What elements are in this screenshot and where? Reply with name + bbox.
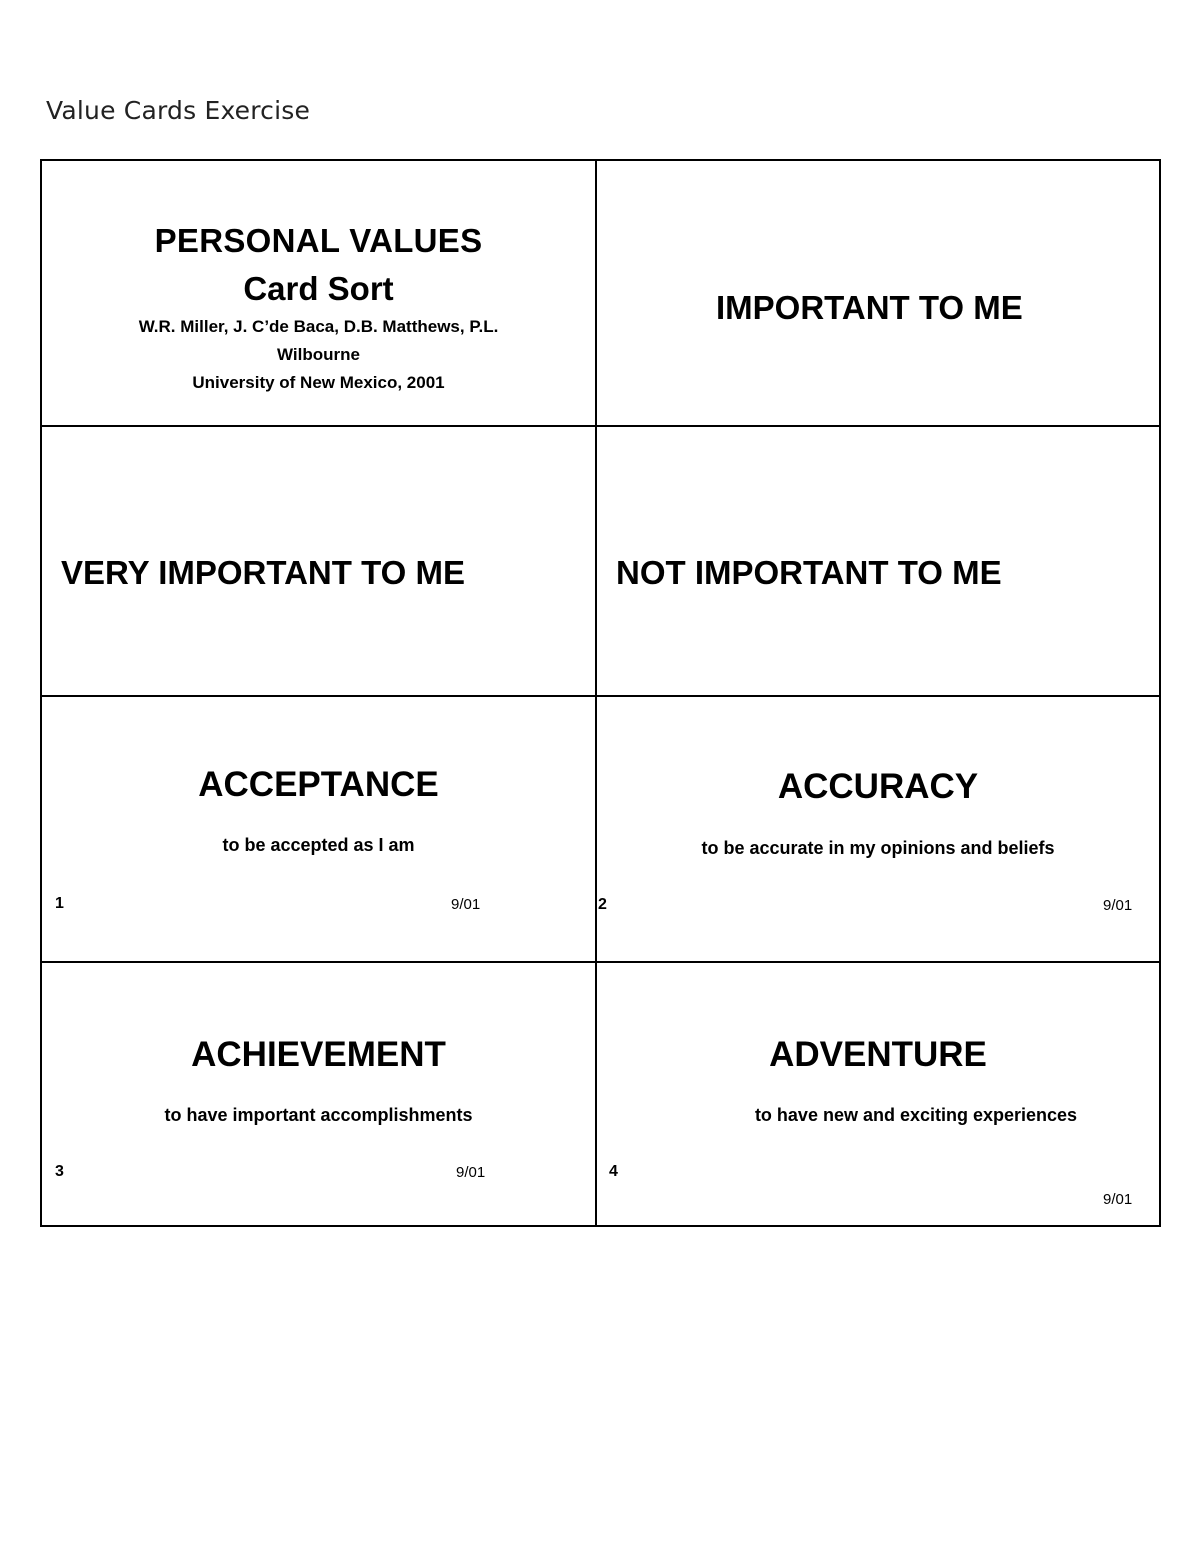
value-card-description: to have important accomplishments — [164, 1105, 473, 1125]
value-card-1 — [42, 697, 597, 963]
value-card-number: 1 — [55, 895, 64, 912]
title-card-subheading: Card Sort — [243, 270, 394, 307]
value-card-number: 3 — [55, 1163, 64, 1180]
value-card-2 — [597, 697, 1159, 963]
value-card-4 — [597, 963, 1159, 1225]
value-card-description: to be accurate in my opinions and beliefs — [701, 838, 1055, 858]
category-label-important: IMPORTANT TO ME — [716, 289, 1023, 326]
value-card-name: ACHIEVEMENT — [191, 1035, 446, 1074]
value-card-3 — [42, 963, 597, 1225]
category-card-important — [597, 161, 1159, 427]
category-label-not-important: NOT IMPORTANT TO ME — [616, 554, 1002, 591]
title-card-content — [42, 219, 595, 397]
value-card-name: ADVENTURE — [769, 1035, 987, 1074]
category-card-not-important — [597, 427, 1159, 697]
value-card-date: 9/01 — [1103, 897, 1133, 914]
value-card-name: ACCURACY — [777, 767, 979, 806]
category-label-very-important: VERY IMPORTANT TO ME — [61, 554, 465, 591]
title-card-heading: PERSONAL VALUES — [154, 222, 483, 259]
card-grid — [40, 159, 1161, 1227]
title-card-authors: W.R. Miller, J. C’de Baca, D.B. Matthews, P.L. Wilbourne — [138, 317, 499, 364]
document-title: Value Cards Exercise — [46, 96, 311, 125]
title-card-affiliation: University of New Mexico, 2001 — [192, 373, 445, 392]
category-card-very-important — [42, 427, 597, 697]
value-card-date: 9/01 — [1103, 1191, 1133, 1208]
value-card-number: 2 — [598, 896, 607, 913]
value-card-number: 4 — [609, 1163, 618, 1180]
value-card-description: to have new and exciting experiences — [754, 1105, 1078, 1125]
value-card-description: to be accepted as I am — [222, 835, 415, 855]
value-card-date: 9/01 — [451, 896, 481, 913]
value-card-name: ACCEPTANCE — [198, 765, 439, 804]
title-card — [42, 161, 597, 427]
value-card-date: 9/01 — [456, 1164, 486, 1181]
